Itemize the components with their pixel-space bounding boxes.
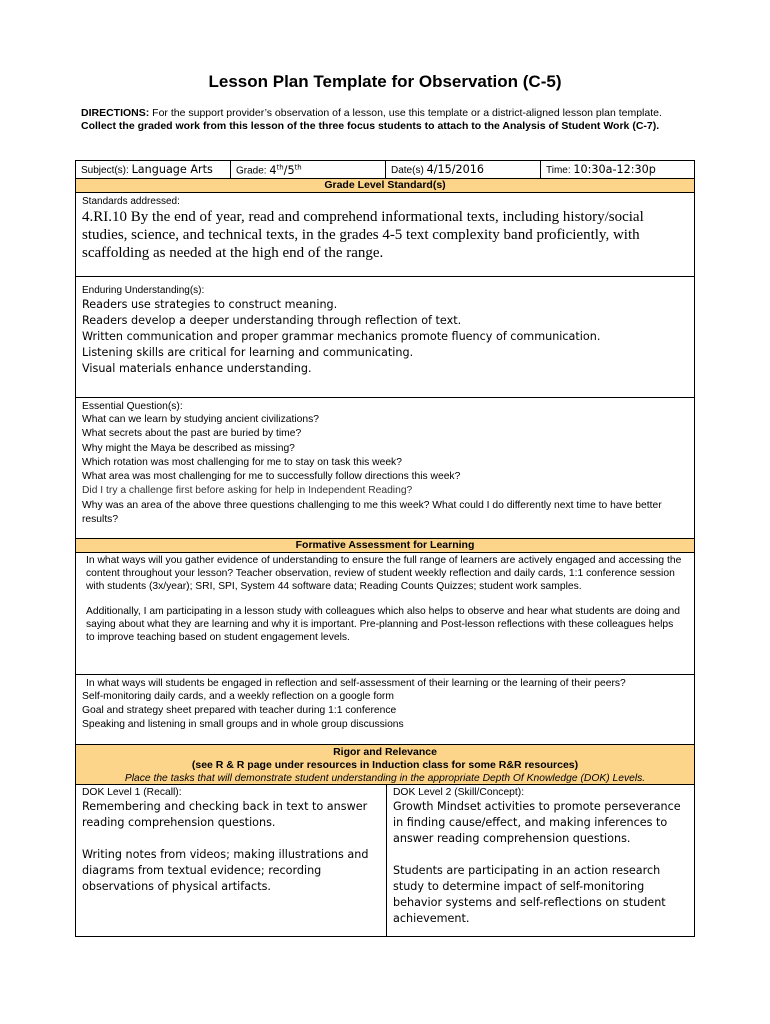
header-row	[76, 161, 694, 179]
standards-section	[76, 193, 694, 277]
essential-question: Why might the Maya be described as missing?	[82, 442, 295, 454]
enduring-item: Listening skills are critical for learning and communicating.	[82, 346, 414, 359]
essential-question: Why was an area of the above three questions challenging to me this week? What could I do differently next time to have better results?	[82, 499, 662, 526]
enduring-item: Readers use strategies to construct meaning.	[82, 298, 338, 311]
reflection-item: Self-monitoring daily cards, and a weekly reflection on a google form	[82, 691, 394, 702]
enduring-section	[76, 277, 694, 398]
reflection-item: Speaking and listening in small groups and in whole group discussions	[82, 719, 404, 730]
directions-label: DIRECTIONS:	[81, 107, 150, 119]
subject-cell	[76, 161, 231, 178]
reflection-prompt: In what ways will students be engaged in reflection and self-assessment of their learning or the learning of their peers?	[86, 678, 626, 689]
essential-section	[76, 398, 694, 539]
standards-text: 4.RI.10 By the end of year, read and comprehend informational texts, including history/social studies, science, and technical texts, in the grades 4-5 text complexity band proficiently, with scaffolding as needed at the high end of the range.	[82, 209, 644, 261]
time-label: Time:	[546, 165, 571, 176]
formative-para2: Additionally, I am participating in a lesson study with colleagues which also helps to observe and hear what students are doing and saying about what they are learning and why it is important. Pre-planning and Post-lesson reflections with these colleagues helps to improve teaching based on student engagement levels.	[86, 606, 680, 643]
formative-prompt: In what ways will you gather evidence of understanding to ensure the full range of learners are actively engaged and accessing the content throughout your lesson?	[86, 555, 682, 579]
lesson-plan-table	[75, 160, 695, 937]
grade-value: 4th/5th	[269, 163, 302, 177]
date-label: Date(s)	[391, 165, 424, 176]
formative-heading: Formative Assessment for Learning	[76, 539, 694, 553]
dok-row	[76, 785, 694, 937]
dok2-text: Growth Mindset activities to promote perseverance in finding cause/effect, and making inferences to answer reading comprehension questions.	[393, 800, 681, 845]
essential-question: What can we learn by studying ancient civilizations?	[82, 414, 319, 425]
formative-text	[86, 554, 684, 593]
time-cell	[541, 161, 696, 178]
essential-question: Which rotation was most challenging for me to stay on task this week?	[82, 456, 402, 468]
formative-answer: Teacher observation, review of student weekly reflection and daily cards, 1:1 conference session with students (3x/year); SRI, SPI, System 44 software data; Reading Counts Quizzes; student work samples.	[86, 568, 675, 592]
dok2-cell	[387, 785, 696, 937]
essential-question: What secrets about the past are buried by time?	[82, 428, 302, 440]
formative-section	[76, 553, 694, 675]
page-title: Lesson Plan Template for Observation (C-5)	[208, 72, 562, 91]
essential-question: Did I try a challenge first before asking for help in Independent Reading?	[82, 485, 413, 497]
directions-bold: Collect the graded work from this lesson of the three focus students to attach to the Analysis of Student Work (C-7).	[81, 120, 660, 132]
rigor-heading: Rigor and Relevance	[333, 746, 437, 758]
standards-heading: Grade Level Standard(s)	[76, 179, 694, 193]
enduring-label: Enduring Understanding(s):	[82, 285, 205, 296]
date-value: 4/15/2016	[426, 163, 484, 176]
rigor-subheading: (see R & R page under resources in Induction class for some R&R resources)	[191, 759, 579, 771]
subject-label: Subject(s):	[81, 165, 129, 176]
rigor-heading-block	[76, 745, 694, 785]
reflection-item: Goal and strategy sheet prepared with teacher during 1:1 conference	[82, 705, 397, 716]
dok1-cell	[76, 785, 387, 937]
reflection-section	[76, 675, 694, 745]
dok2-text: Students are participating in an action research study to determine impact of self-monitoring behavior systems and self-reflections on student achievement.	[393, 864, 666, 925]
subject-value: Language Arts	[131, 163, 213, 176]
dok1-label: DOK Level 1 (Recall):	[82, 787, 182, 798]
dok1-text: Writing notes from videos; making illustrations and diagrams from textual evidence; recording observations of physical artifacts.	[82, 848, 369, 893]
date-cell	[386, 161, 541, 178]
dok1-text: Remembering and checking back in text to answer reading comprehension questions.	[82, 800, 368, 829]
essential-question: What area was most challenging for me to successfully follow directions this week?	[82, 471, 461, 483]
essential-label: Essential Question(s):	[82, 401, 183, 412]
grade-cell	[231, 161, 386, 178]
enduring-item: Written communication and proper grammar mechanics promote fluency of communication.	[82, 330, 601, 343]
enduring-item: Visual materials enhance understanding.	[82, 362, 312, 375]
standards-label: Standards addressed:	[82, 196, 180, 207]
directions-text: For the support provider’s observation of a lesson, use this template or a district-aligned lesson plan template.	[149, 107, 662, 119]
time-value: 10:30a-12:30p	[573, 163, 656, 176]
grade-label: Grade:	[236, 165, 267, 177]
dok2-label: DOK Level 2 (Skill/Concept):	[393, 787, 525, 798]
directions	[81, 107, 691, 133]
enduring-item: Readers develop a deeper understanding through reflection of text.	[82, 314, 462, 327]
rigor-instruction: Place the tasks that will demonstrate student understanding in the appropriate Depth Of Knowledge (DOK) Levels.	[124, 773, 646, 784]
